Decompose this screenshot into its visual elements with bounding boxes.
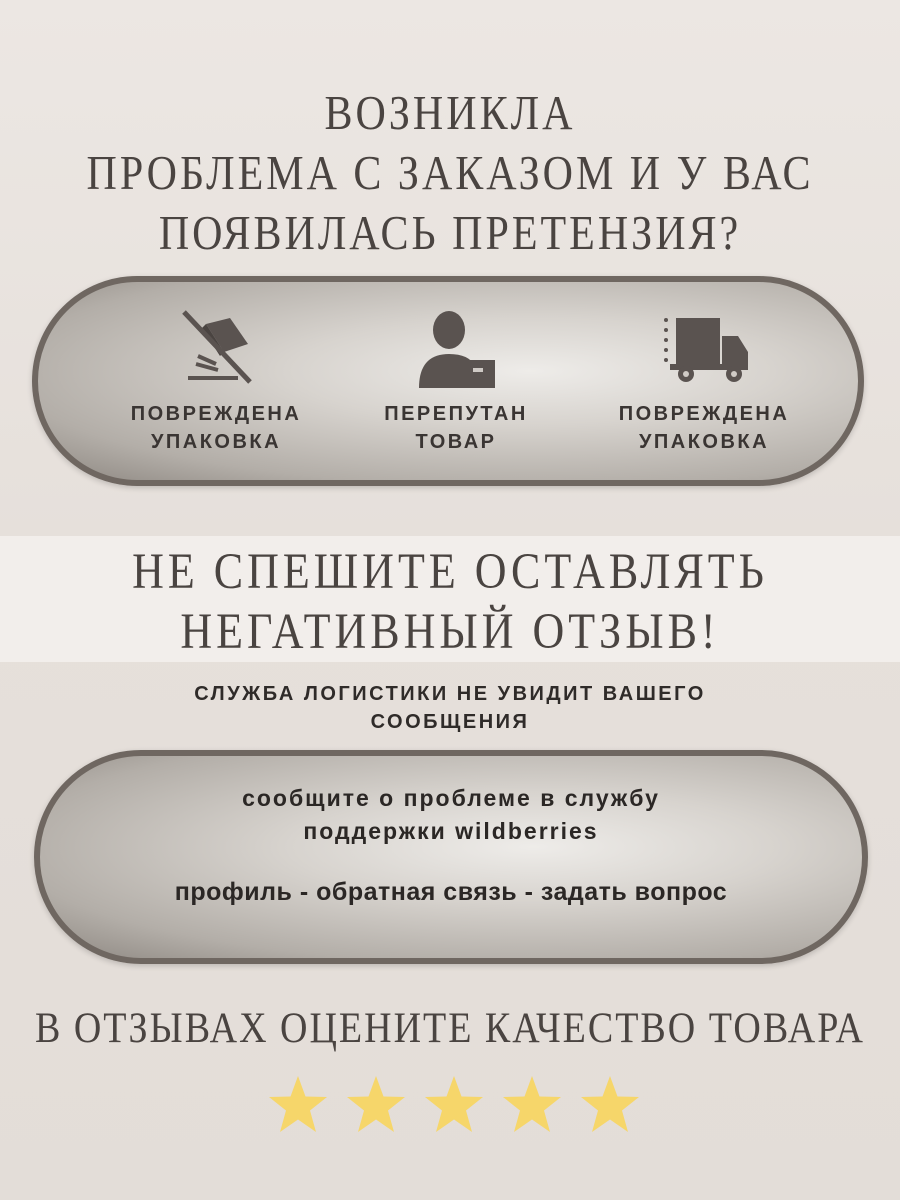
star-icon	[266, 1074, 330, 1136]
star-icon	[344, 1074, 408, 1136]
logistics-notice: СЛУЖБА ЛОГИСТИКИ НЕ УВИДИТ ВАШЕГО СООБЩЕНИЯ	[194, 683, 706, 733]
issues-panel	[32, 276, 864, 486]
headline-line-3: ПОЯВИЛАСЬ ПРЕТЕНЗИЯ?	[158, 207, 742, 261]
headline	[0, 84, 900, 263]
contact-path: профиль - обратная связь - задать вопрос	[174, 878, 728, 906]
warning-line-2: НЕГАТИВНЫЙ ОТЗЫВ!	[180, 603, 720, 660]
issue-label: ПЕРЕПУТАН ТОВАР	[384, 403, 528, 453]
warning-title	[0, 542, 900, 662]
star-icon	[422, 1074, 486, 1136]
contact-instruction: сообщите о проблеме в службу поддержки wildberries	[242, 785, 660, 844]
issue-label: ПОВРЕЖДЕНА УПАКОВКА	[130, 403, 302, 453]
warning-line-1: НЕ СПЕШИТЕ ОСТАВЛЯТЬ	[132, 543, 768, 600]
rate-call-to-action: В ОТЗЫВАХ ОЦЕНИТЕ КАЧЕСТВО ТОВАРА	[35, 1003, 865, 1053]
star-rating	[266, 1074, 646, 1138]
delivery-truck-icon	[656, 312, 752, 384]
broken-package-icon	[176, 306, 256, 386]
issue-label: ПОВРЕЖДЕНА УПАКОВКА	[618, 403, 790, 453]
star-icon	[500, 1074, 564, 1136]
headline-line-2: ПРОБЛЕМА С ЗАКАЗОМ И У ВАС	[86, 147, 814, 201]
star-icon	[578, 1074, 642, 1136]
contact-panel	[34, 750, 868, 964]
person-with-box-icon	[411, 310, 501, 390]
headline-line-1: ВОЗНИКЛА	[324, 87, 576, 141]
